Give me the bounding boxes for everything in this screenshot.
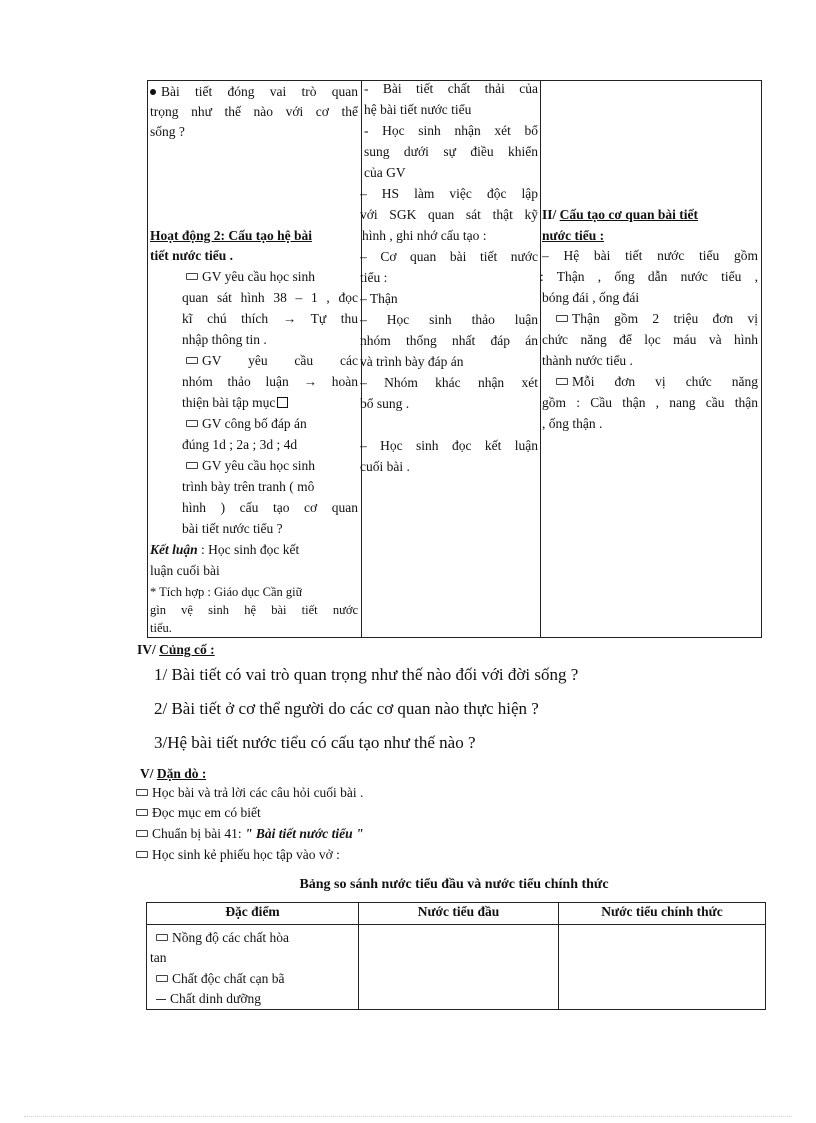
dash-icon: [186, 462, 198, 469]
col2-line: – Cơ quan bài tiết nước: [360, 249, 538, 264]
col1-line: trọng như thế nào với cơ thể: [150, 104, 358, 119]
review-question: 3/Hệ bài tiết nước tiểu có cấu tạo như thế nào ?: [154, 733, 476, 752]
col1-line: sống ?: [150, 124, 185, 139]
col2-line: hình , ghi nhớ cấu tạo :: [362, 228, 487, 243]
col2-line: - Bài tiết chất thải của: [364, 81, 538, 96]
ct-border-bottom: [146, 1009, 765, 1010]
page-footer-rule: [24, 1116, 792, 1117]
col2-line: cuối bài .: [360, 459, 410, 474]
section-ii-heading: nước tiểu :: [542, 228, 605, 243]
homework-item: Chuẩn bị bài 41: " Bài tiết nước tiểu ": [136, 824, 363, 844]
col2-line: với SGK quan sát thật kỹ: [360, 207, 538, 222]
review-question: 2/ Bài tiết ở cơ thể người do các cơ quan nào thực hiện ?: [154, 699, 539, 718]
dash-icon: [156, 934, 168, 941]
ct-header-divider: [146, 924, 765, 925]
table-border-bottom: [147, 637, 761, 638]
dash-icon: [156, 975, 168, 982]
col1-line: thiện bài tập mục: [182, 393, 288, 414]
col1-line: bài tiết nước tiểu ?: [182, 521, 283, 536]
dash-icon: [136, 851, 148, 858]
integration-note: * Tích hợp : Giáo dục Cần giữ: [150, 585, 303, 599]
col2-line: – Thận: [360, 291, 398, 306]
col2-line: – Học sinh thảo luận: [360, 312, 538, 327]
ct-border-top: [146, 902, 765, 903]
col1-line: trình bày trên tranh ( mô: [182, 479, 315, 494]
col2-line: sung dưới sự điều khiển: [364, 144, 538, 159]
col2-line: – HS làm việc độc lập: [360, 186, 538, 201]
bullet-icon: [150, 89, 156, 95]
col3-line: chức năng để lọc máu và hình: [542, 332, 758, 347]
compare-table-caption: Bảng so sánh nước tiểu đầu và nước tiểu chính thức: [299, 877, 609, 892]
col3-line: : Thận , ống dẫn nước tiểu ,: [540, 269, 758, 284]
dash-icon: [186, 420, 198, 427]
section-iv-heading: IV/ Củng cố :: [137, 642, 215, 657]
dash-icon: [186, 357, 198, 364]
col1-line: GV yêu cầu các: [186, 351, 358, 372]
ct-row-line: Chất độc chất cạn bã: [156, 969, 284, 989]
col1-line: Bài tiết đóng vai trò quan: [150, 82, 358, 103]
col3-line: , ống thận .: [542, 416, 603, 431]
dash-icon: [556, 315, 568, 322]
col2-line: hệ bài tiết nước tiểu: [364, 102, 472, 117]
ct-row-line: tan: [150, 950, 167, 965]
col3-line: thành nước tiểu .: [542, 353, 633, 368]
ct-border-right: [765, 902, 766, 1010]
col1-line: kĩ chú thích → Tự thu: [182, 311, 358, 326]
integration-note: gìn vệ sinh hệ bài tiết nước: [150, 603, 358, 617]
dash-icon: [136, 789, 148, 796]
dash-icon: [136, 830, 148, 837]
homework-item: Đọc mục em có biết: [136, 803, 261, 823]
ct-header-official-urine: Nước tiểu chính thức: [601, 904, 723, 919]
homework-item: Học bài và trả lời các câu hỏi cuối bài .: [136, 783, 363, 803]
col2-line: – Nhóm khác nhận xét: [360, 375, 538, 390]
col2-line: bổ sung .: [360, 396, 410, 411]
col3-line: Mỗi đơn vị chức năng: [556, 372, 758, 393]
dash-icon: [186, 273, 198, 280]
ct-header-feature: Đặc điểm: [225, 904, 280, 919]
dash-icon: [556, 378, 568, 385]
col2-line: tiểu :: [360, 270, 388, 285]
ct-header-initial-urine: Nước tiểu đầu: [417, 904, 500, 919]
table-divider-2: [540, 80, 541, 638]
section-ii-heading: II/ Cấu tạo cơ quan bài tiết: [542, 207, 699, 222]
col1-line: luận cuối bài: [150, 563, 220, 578]
integration-note: tiểu.: [150, 621, 172, 635]
col2-line: của GV: [364, 165, 406, 180]
col3-line: – Hệ bài tiết nước tiểu gồm: [542, 248, 758, 263]
activity-2-heading: Hoạt động 2: Cấu tạo hệ bài: [150, 228, 313, 243]
col2-line: và trình bày đáp án: [360, 354, 464, 369]
ct-row-line: Chất dinh dưỡng: [156, 989, 261, 1009]
col1-line: đúng 1d ; 2a ; 3d ; 4d: [182, 437, 298, 452]
col3-line: Thận gồm 2 triệu đơn vị: [556, 309, 758, 330]
col1-line: GV yêu cầu học sinh: [186, 267, 315, 288]
col1-line: nhập thông tin .: [182, 332, 267, 347]
ct-row-line: Nồng độ các chất hòa: [156, 928, 289, 948]
box-icon: [277, 397, 288, 408]
col1-line: GV công bố đáp án: [186, 414, 307, 435]
section-v-heading: V/ Dặn dò :: [140, 766, 207, 781]
col1-line: hình ) cấu tạo cơ quan: [182, 500, 358, 515]
col2-line: – Học sinh đọc kết luận: [360, 438, 538, 453]
homework-item: Học sinh kẻ phiếu học tập vào vở :: [136, 845, 340, 865]
col1-line: nhóm thảo luận → hoàn: [182, 374, 358, 389]
dash-icon: [156, 999, 166, 1000]
col3-line: gồm : Cầu thận , nang cầu thận: [542, 395, 758, 410]
dash-icon: [136, 809, 148, 816]
col3-line: bóng đái , ống đái: [542, 290, 640, 305]
col2-line: - Học sinh nhận xét bổ: [364, 123, 538, 138]
col1-line: GV yêu cầu học sinh: [186, 456, 315, 477]
table-border-right: [761, 80, 762, 638]
col2-line: nhóm thống nhất đáp án: [360, 333, 538, 348]
table-border-left: [147, 80, 148, 638]
activity-2-heading: tiết nước tiểu .: [150, 248, 234, 263]
col1-line: quan sát hình 38 – 1 , đọc: [182, 290, 358, 305]
conclusion-line: Kết luận : Học sinh đọc kết: [150, 542, 300, 557]
review-question: 1/ Bài tiết có vai trò quan trọng như thế nào đối với đời sống ?: [154, 665, 579, 684]
